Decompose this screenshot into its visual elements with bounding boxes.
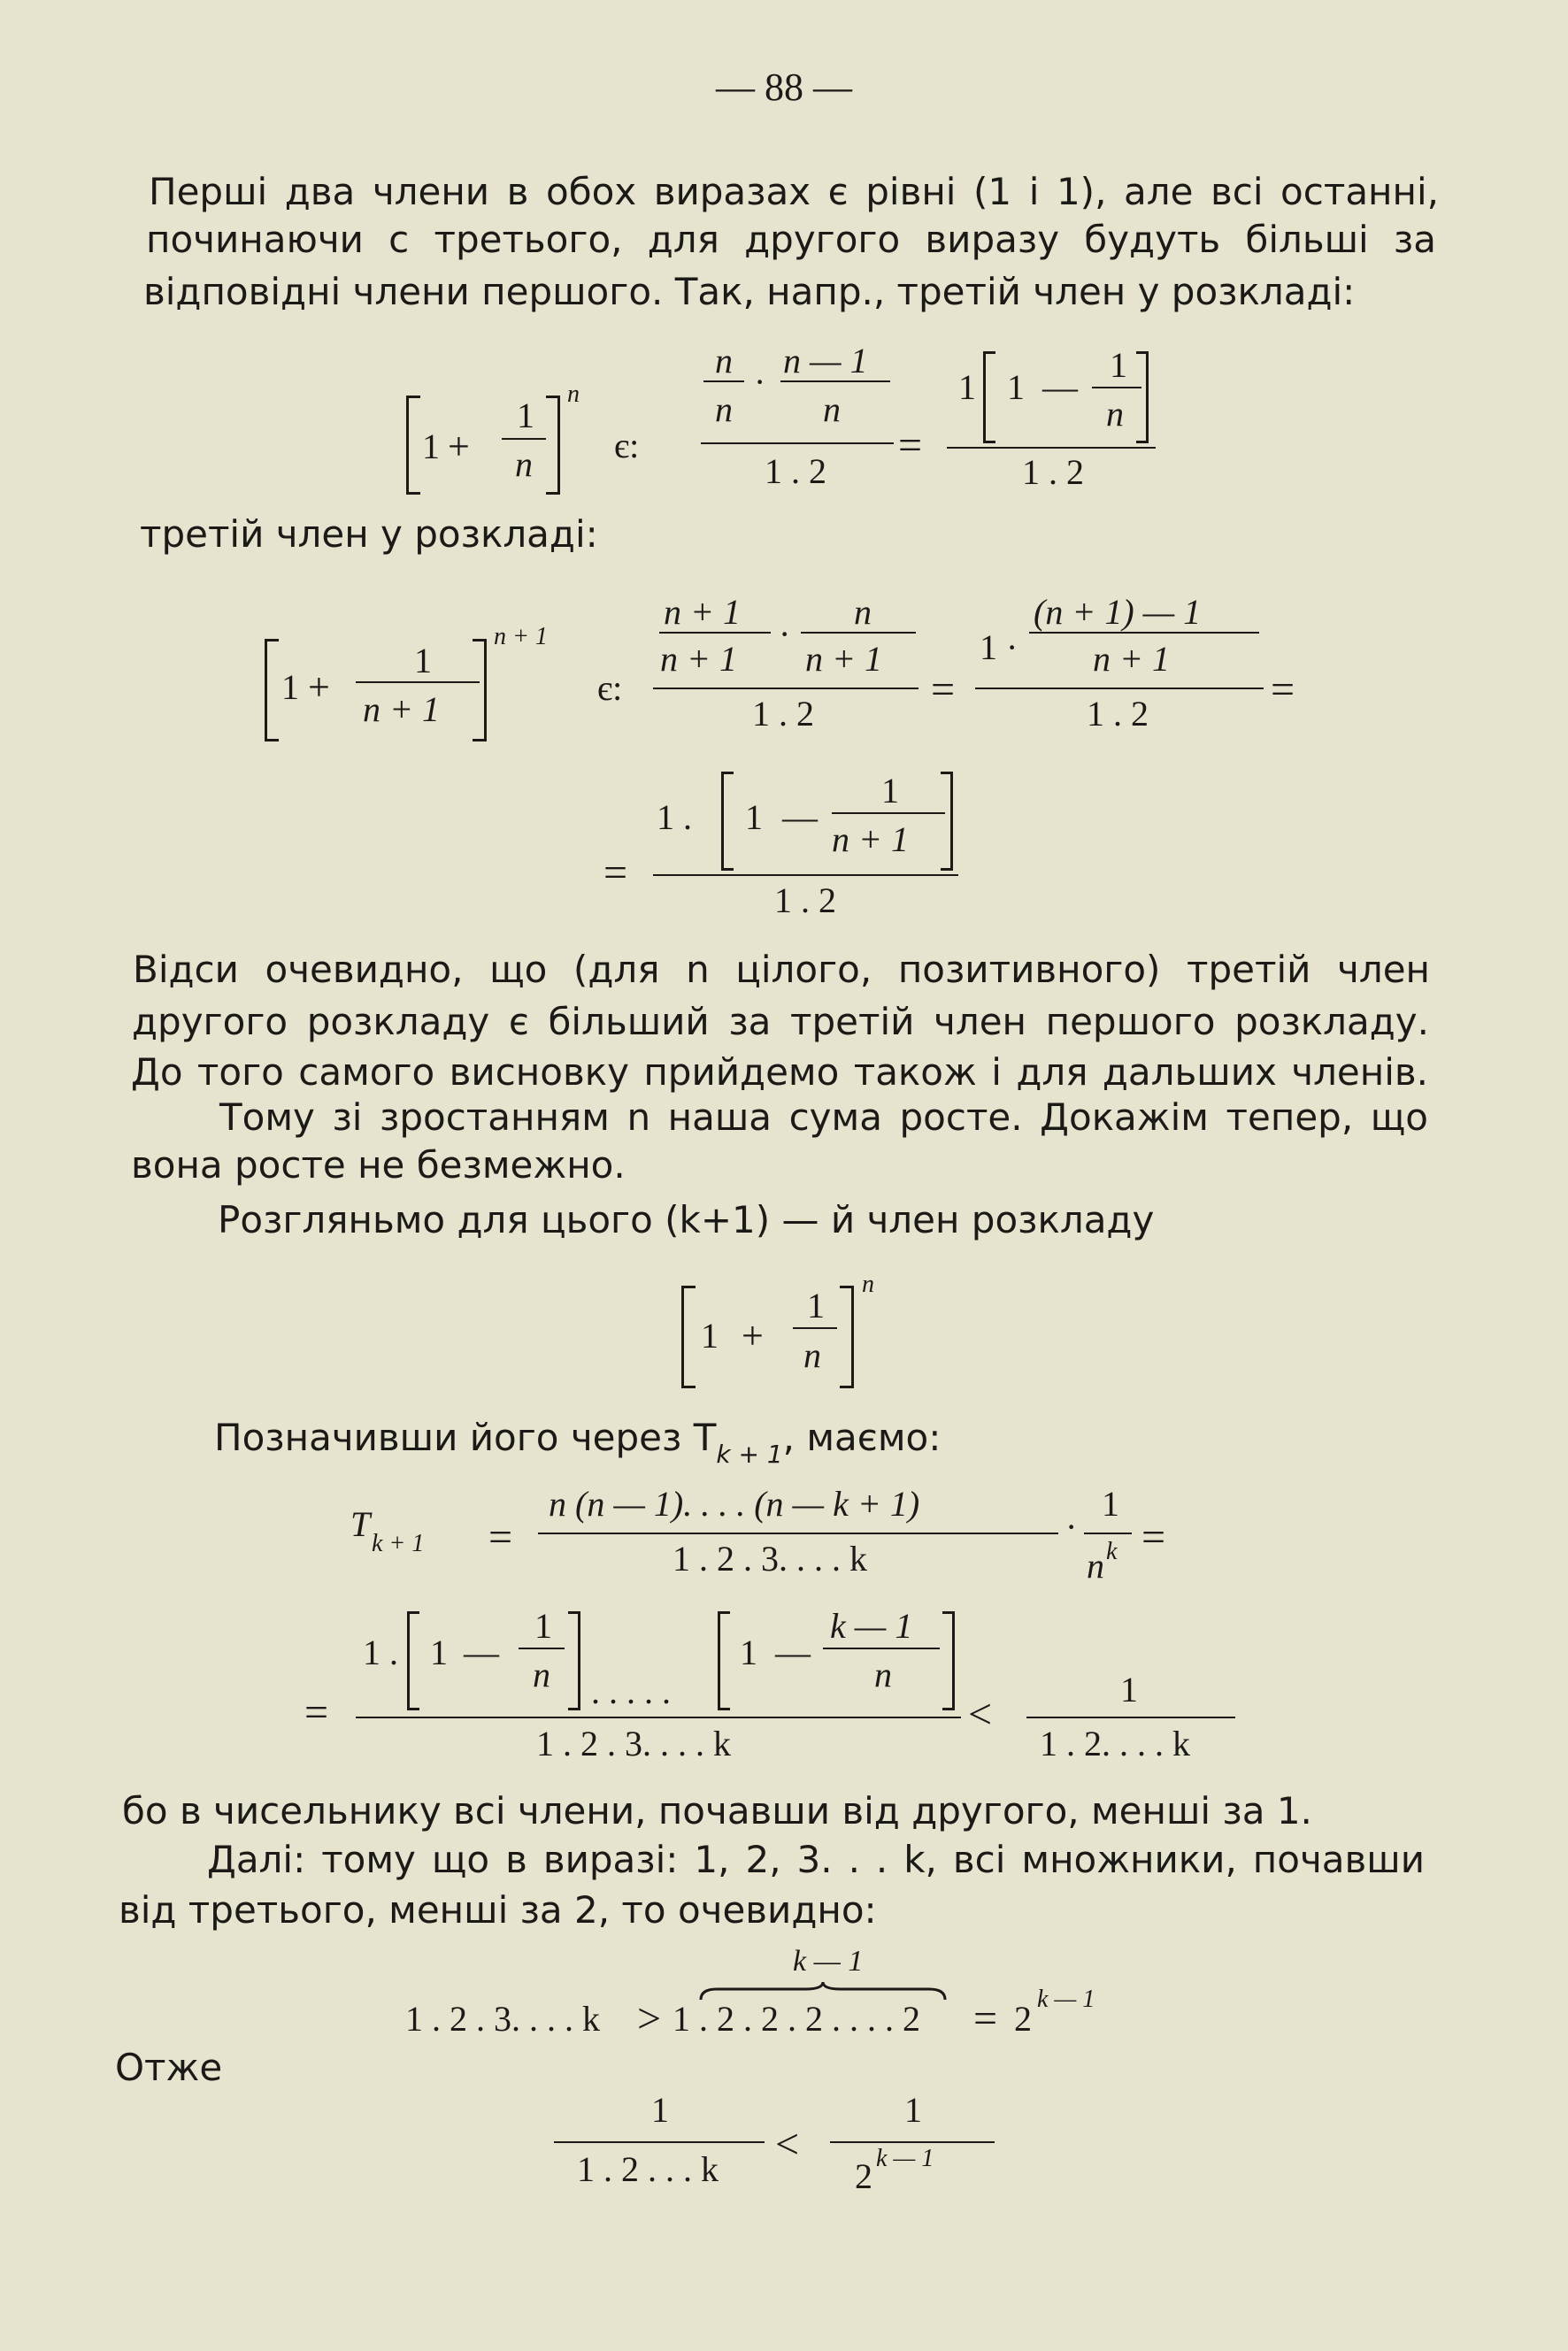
- fraction-bar: [519, 1648, 565, 1649]
- math-minus: —: [1042, 367, 1078, 407]
- fraction-bar: [659, 632, 771, 634]
- math-n: n: [715, 389, 733, 429]
- math-lt: <: [775, 2121, 800, 2168]
- math-n: n: [1106, 394, 1124, 434]
- math-one: 1: [745, 797, 763, 837]
- denominator: 1 . 2 . . . k: [577, 2149, 719, 2189]
- math-minus: —: [464, 1633, 499, 1672]
- math-n: n: [533, 1655, 550, 1694]
- exponent: n + 1: [494, 623, 548, 650]
- fraction-bar: [538, 1533, 1058, 1534]
- bracket: [568, 1611, 580, 1614]
- math-n: n: [1087, 1546, 1104, 1586]
- bracket: [840, 1386, 854, 1388]
- bracket: [407, 1611, 410, 1710]
- bracket: [406, 396, 420, 398]
- bracket: [840, 1286, 854, 1288]
- fraction-bar: [823, 1648, 940, 1649]
- math-eq: =: [304, 1689, 329, 1736]
- paragraph-line: відповідні члени першого. Так, напр., третій член у розкладі:: [143, 270, 1356, 313]
- paragraph-line: Далі: тому що в виразі: 1, 2, 3. . . k, всі множники, почавши: [207, 1838, 1425, 1881]
- math-one: 1: [651, 2090, 669, 2130]
- bracket: [473, 739, 487, 741]
- paragraph-line: До того самого висновку прийдемо також і для дальших членів.: [131, 1050, 1428, 1094]
- bracket: [546, 396, 560, 398]
- fraction-bar: [1084, 1533, 1132, 1534]
- fraction-bar: [830, 2141, 995, 2143]
- brace-label: k — 1: [793, 1945, 864, 1978]
- math-one: 1: [701, 1316, 719, 1356]
- math-one: 1: [281, 667, 299, 707]
- bracket: [941, 868, 953, 871]
- bracket: [265, 739, 279, 741]
- bracket: [718, 1611, 720, 1710]
- bracket: [941, 772, 953, 774]
- bracket: [950, 772, 953, 871]
- numerator: n (n — 1). . . . (n — k + 1): [549, 1484, 920, 1524]
- math-dots: . . . . .: [591, 1671, 671, 1711]
- bracket: [406, 492, 420, 495]
- fraction-bar: [780, 380, 890, 382]
- math-dot: ·: [1065, 1507, 1078, 1547]
- fraction-bar: [502, 438, 546, 440]
- math-one: 1: [958, 367, 976, 407]
- math-eq: =: [1141, 1514, 1166, 1561]
- math-lt: <: [968, 1691, 993, 1738]
- bracket: [983, 351, 995, 354]
- denominator: 1 . 2: [774, 880, 836, 920]
- fraction-bar: [975, 688, 1264, 689]
- bracket: [681, 1386, 696, 1388]
- math-one: 1: [414, 641, 432, 680]
- paragraph-line: Отже: [115, 2046, 223, 2089]
- fraction-bar: [832, 812, 945, 814]
- math-n: n: [854, 592, 872, 632]
- math-one: 1: [740, 1633, 757, 1672]
- math-eq: =: [1271, 666, 1295, 713]
- bracket: [473, 639, 487, 642]
- math-plus: +: [448, 425, 470, 468]
- math-one: 1: [1007, 367, 1025, 407]
- math-one: 1: [422, 426, 440, 466]
- bracket: [265, 639, 267, 741]
- bracket: [1146, 351, 1149, 443]
- paragraph-line: другого розкладу є більший за третій член першого розкладу.: [132, 1000, 1429, 1043]
- paragraph-line: Розгляньмо для цього (k+1) — й член розкладу: [218, 1198, 1155, 1241]
- math-eq: =: [898, 422, 923, 469]
- bracket: [546, 492, 560, 495]
- math-minus: —: [782, 797, 818, 837]
- math-one: 1: [430, 1633, 448, 1672]
- paragraph-line: Відси очевидно, що (для n цілого, позитивного) третій член: [133, 948, 1430, 991]
- fraction-bar: [701, 442, 894, 444]
- bracket: [983, 351, 986, 443]
- numerator: (n + 1) — 1: [1034, 592, 1202, 632]
- bracket: [484, 639, 487, 741]
- bracket: [718, 1708, 730, 1710]
- bracket: [721, 772, 734, 774]
- paragraph-line: починаючи с третього, для другого виразу будуть більші за: [146, 218, 1436, 261]
- math-eq: =: [488, 1514, 513, 1561]
- bracket: [265, 639, 279, 642]
- bracket: [942, 1611, 955, 1614]
- exponent: n: [567, 380, 580, 408]
- numerator: n + 1: [664, 592, 741, 632]
- denominator: 1 . 2 . 3. . . . k: [536, 1724, 731, 1763]
- fraction-bar: [703, 380, 744, 382]
- math-n: n: [823, 389, 841, 429]
- subscript: k + 1: [372, 1530, 425, 1557]
- fraction-bar: [356, 1717, 961, 1718]
- denominator: n + 1: [832, 819, 909, 859]
- bracket: [406, 396, 409, 495]
- math-one: 1: [1120, 1670, 1138, 1709]
- bracket: [681, 1286, 696, 1288]
- denominator: n + 1: [363, 689, 440, 729]
- paragraph-text: Позначивши його через T: [214, 1416, 717, 1459]
- exponent: k — 1: [876, 2145, 934, 2172]
- math-minus: —: [775, 1633, 811, 1672]
- inequality-right: 1 . 2 . 2 . 2 . . . . 2: [673, 1999, 920, 2039]
- bracket: [1136, 441, 1149, 443]
- math-gt: >: [637, 1995, 662, 2042]
- exponent: n: [862, 1271, 874, 1298]
- denominator: 1 . 2: [1087, 694, 1149, 734]
- math-T: T: [350, 1504, 371, 1544]
- denominator: n + 1: [805, 639, 882, 679]
- paragraph-line: вона росте не безмежно.: [131, 1143, 626, 1187]
- paragraph-line: Тому зі зростанням n наша сума росте. Докажім тепер, що: [219, 1095, 1428, 1139]
- denominator: 1 . 2: [765, 451, 826, 491]
- page-number: — 88 —: [716, 65, 852, 109]
- math-one: 1: [1110, 345, 1127, 385]
- inequality-power-base: 2: [1014, 1999, 1032, 2039]
- math-one-dot: 1 .: [657, 797, 692, 837]
- math-eq: =: [931, 666, 956, 713]
- paragraph-line: Перші два члени в обох виразах є рівні (1 і 1), але всі останні,: [149, 170, 1439, 213]
- math-plus: +: [742, 1314, 764, 1357]
- bracket: [851, 1286, 854, 1388]
- bracket: [568, 1708, 580, 1710]
- math-dot: ·: [754, 362, 766, 402]
- math-dot: ·: [779, 614, 791, 654]
- bracket: [578, 1611, 580, 1710]
- fraction-bar: [801, 632, 916, 634]
- math-e-colon: є:: [597, 668, 623, 708]
- math-eq: =: [973, 1995, 998, 2042]
- math-n: n: [515, 444, 533, 484]
- paragraph-text: , маємо:: [782, 1416, 942, 1459]
- fraction-bar: [1026, 1717, 1235, 1718]
- bracket: [942, 1708, 955, 1710]
- denominator: 1 . 2: [752, 694, 814, 734]
- bracket: [681, 1286, 684, 1388]
- bracket: [407, 1611, 419, 1614]
- bracket: [721, 868, 734, 871]
- math-one: 1: [517, 396, 534, 435]
- inequality-left: 1 . 2 . 3. . . . k: [405, 1999, 600, 2039]
- bracket: [952, 1611, 955, 1710]
- bracket: [407, 1708, 419, 1710]
- paragraph-line: [214, 1414, 942, 1469]
- math-n: n: [715, 341, 733, 380]
- bracket: [721, 772, 724, 871]
- fraction-bar: [793, 1327, 837, 1329]
- fraction-bar: [1029, 632, 1259, 634]
- fraction-bar: [1092, 387, 1141, 388]
- math-one: 1: [881, 771, 899, 811]
- paragraph-line: третій член у розкладі:: [140, 512, 598, 556]
- fraction-bar: [947, 447, 1156, 449]
- exponent: k: [1106, 1538, 1118, 1565]
- fraction-bar: [356, 681, 480, 683]
- math-one: 1: [807, 1286, 825, 1325]
- math-n: n: [874, 1655, 892, 1694]
- denominator: n + 1: [660, 639, 737, 679]
- numerator: n — 1: [783, 341, 868, 380]
- bracket: [1136, 351, 1149, 354]
- denominator: 1 . 2: [1022, 452, 1084, 492]
- math-one: 1: [534, 1606, 552, 1646]
- fraction-bar: [653, 688, 919, 689]
- math-one: 1: [1102, 1484, 1119, 1524]
- exponent: k — 1: [1037, 1986, 1095, 2013]
- denominator: n + 1: [1093, 639, 1170, 679]
- denominator: 1 . 2 . 3. . . . k: [673, 1539, 867, 1579]
- denominator: 2: [855, 2156, 872, 2196]
- fraction-bar: [653, 874, 958, 876]
- bracket: [718, 1611, 730, 1614]
- bracket: [983, 441, 995, 443]
- math-eq: =: [603, 849, 628, 896]
- subscript: k + 1: [716, 1440, 783, 1469]
- math-one: 1: [904, 2090, 922, 2130]
- math-one-cdot: 1 ·: [980, 627, 1018, 667]
- math-e-colon: є:: [614, 426, 640, 465]
- denominator: 1 . 2. . . . k: [1040, 1724, 1190, 1763]
- numerator: k — 1: [830, 1606, 913, 1646]
- math-plus: +: [308, 665, 330, 709]
- paragraph-line: від третього, менші за 2, то очевидно:: [119, 1888, 877, 1932]
- paragraph-line: бо в чисельнику всі члени, почавши від другого, менші за 1.: [122, 1789, 1312, 1832]
- math-one-dot: 1 .: [363, 1633, 398, 1672]
- bracket: [557, 396, 560, 495]
- math-n: n: [803, 1335, 821, 1375]
- fraction-bar: [554, 2141, 765, 2143]
